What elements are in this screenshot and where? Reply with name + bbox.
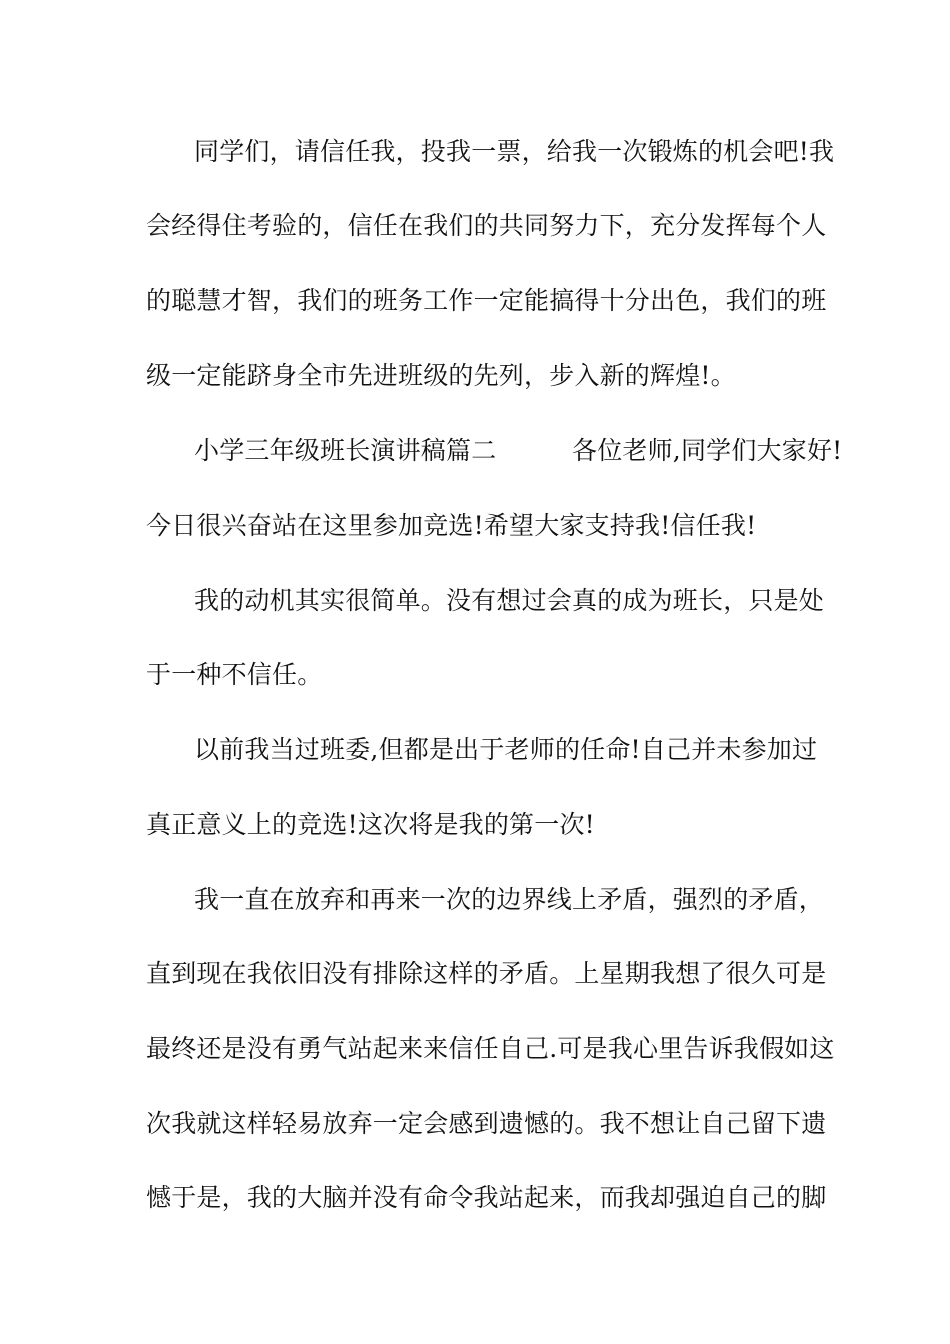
paragraph-5-line-5: 憾于是，我的大脑并没有命令我站起来，而我却强迫自己的脚 xyxy=(146,1183,827,1212)
paragraph-5-line-4: 次我就这样轻易放弃一定会感到遗憾的。我不想让自己留下遗 xyxy=(146,1109,827,1138)
paragraph-1-line-3: 的聪慧才智，我们的班务工作一定能搞得十分出色，我们的班 xyxy=(146,286,827,315)
paragraph-2-line-1: 小学三年级班长演讲稿篇二 各位老师,同学们大家好! xyxy=(194,436,843,465)
paragraph-2-line-2: 今日很兴奋站在这里参加竞选!希望大家支持我!信任我! xyxy=(146,511,757,540)
paragraph-5-line-3: 最终还是没有勇气站起来来信任自己.可是我心里告诉我假如这 xyxy=(146,1034,835,1063)
paragraph-1-line-2: 会经得住考验的，信任在我们的共同努力下，充分发挥每个人 xyxy=(146,211,827,240)
paragraph-1-line-4: 级一定能跻身全市先进班级的先列，步入新的辉煌!。 xyxy=(146,361,736,390)
paragraph-5-line-1: 我一直在放弃和再来一次的边界线上矛盾，强烈的矛盾， xyxy=(194,885,825,914)
paragraph-4-line-2: 真正意义上的竞选!这次将是我的第一次! xyxy=(146,810,595,839)
paragraph-3-line-2: 于一种不信任。 xyxy=(146,660,323,689)
paragraph-5-line-2: 直到现在我依旧没有排除这样的矛盾。上星期我想了很久可是 xyxy=(146,959,827,988)
paragraph-1-line-1: 同学们，请信任我，投我一票，给我一次锻炼的机会吧!我 xyxy=(194,137,835,166)
paragraph-4-line-1: 以前我当过班委,但都是出于老师的任命!自己并未参加过 xyxy=(194,735,818,764)
paragraph-3-line-1: 我的动机其实很简单。没有想过会真的成为班长，只是处 xyxy=(194,586,825,615)
